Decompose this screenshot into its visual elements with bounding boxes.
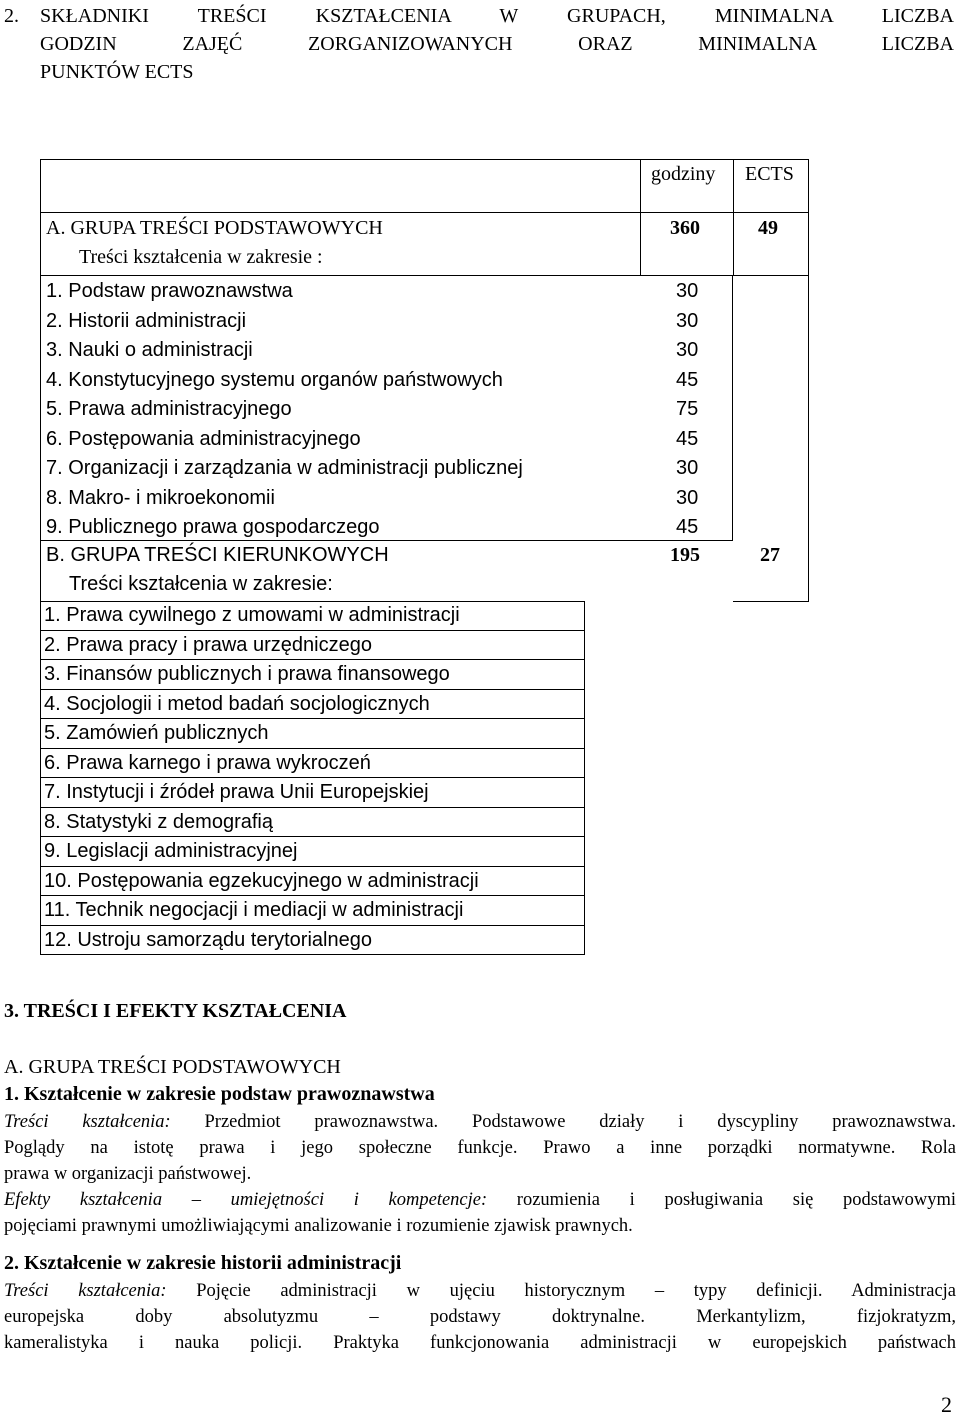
section-2-heading: [4, 2, 954, 86]
group-a-subtitle: Treści kształcenia w zakresie :: [79, 246, 323, 268]
subsection-2-content: [4, 1278, 956, 1356]
group-b-item-label: 9. Legislacji administracyjnej: [44, 840, 298, 862]
group-b-item-label: 4. Socjologii i metod badań socjologicznych: [44, 692, 430, 715]
group-a-item-hours: 30: [676, 280, 699, 302]
group-b-item-label: 7. Instytucji i źródeł prawa Unii Europejskiej: [44, 781, 429, 803]
effects-line-1: rozumienia i posługiwania się podstawowymi: [487, 1190, 956, 1210]
group-a-item-hours: 30: [676, 486, 699, 509]
group-b-title: B. GRUPA TREŚCI KIERUNKOWYCH: [46, 544, 389, 566]
subsection-2-title: 2. Kształcenie w zakresie historii administracji: [4, 1252, 402, 1274]
s2-content-line-1: Pojęcie administracji w ujęciu historycznym – typy definicji. Administracja: [166, 1281, 957, 1301]
group-a-item-hours: 45: [676, 368, 699, 391]
group-b-item-row: [40, 631, 585, 661]
col-divider-2: [733, 159, 734, 276]
group-a-item-label: 1. Podstaw prawoznawstwa: [46, 280, 293, 302]
group-b-item-row: [40, 896, 585, 926]
content-label-2: Treści kształcenia:: [4, 1281, 167, 1301]
group-a-item-label: 5. Prawa administracyjnego: [46, 398, 292, 420]
group-b-item-label: 2. Prawa pracy i prawa urzędniczego: [44, 633, 372, 656]
group-b-item-row: [40, 601, 585, 631]
group-a-ects: 49: [758, 217, 778, 239]
group-a-item-label: 8. Makro- i mikroekonomii: [46, 486, 275, 509]
s2-content-line-2: europejska doby absolutyzmu – podstawy doktrynalne. Merkantylizm, fizjokratyzm,: [4, 1307, 956, 1327]
group-b-item-row: [40, 660, 585, 690]
group-b-item-label: 3. Finansów publicznych i prawa finansowego: [44, 663, 450, 685]
group-b-item-row: [40, 778, 585, 808]
group-b-item-label: 12. Ustroju samorządu terytorialnego: [44, 928, 372, 951]
group-a-item-hours: 30: [676, 339, 699, 361]
group-a-item-label: 2. Historii administracji: [46, 309, 247, 332]
group-a-title: A. GRUPA TREŚCI PODSTAWOWYCH: [46, 217, 383, 239]
group-b-item-row: [40, 926, 585, 956]
group-b-ects: 27: [760, 544, 780, 566]
section-3-group-title: A. GRUPA TREŚCI PODSTAWOWYCH: [4, 1056, 341, 1078]
effects-label: Efekty kształcenia – umiejętności i kompetencje:: [4, 1190, 488, 1210]
group-a-item-label: 3. Nauki o administracji: [46, 339, 253, 361]
group-b-subtitle: Treści kształcenia w zakresie:: [69, 573, 333, 595]
col-divider-1: [640, 159, 641, 276]
group-a-item-hours: 45: [676, 516, 699, 538]
content-label: Treści kształcenia:: [4, 1112, 171, 1132]
heading-number: 2.: [4, 5, 19, 27]
group-b-item-row: [40, 690, 585, 720]
group-a-item-label: 9. Publicznego prawa gospodarczego: [46, 516, 380, 538]
group-a-item-hours: 75: [676, 398, 699, 420]
col-header-ects: ECTS: [745, 163, 794, 185]
group-a-item-label: 6. Postępowania administracyjnego: [46, 427, 361, 450]
group-a-item-hours: 30: [676, 309, 699, 332]
group-a-item-hours: 45: [676, 427, 699, 450]
group-b-item-label: 11. Technik negocjacji i mediacji w administracji: [44, 899, 464, 921]
header-row-divider: [40, 212, 809, 213]
group-b-item-row: [40, 837, 585, 867]
subsection-1-title: 1. Kształcenie w zakresie podstaw prawoznawstwa: [4, 1083, 435, 1105]
group-a-item-hours: 30: [676, 457, 699, 479]
subsection-1-content: [4, 1109, 956, 1239]
group-a-item-label: 7. Organizacji i zarządzania w administracji publicznej: [46, 457, 523, 479]
group-b-item-row: [40, 719, 585, 749]
s2-content-line-3: kameralistyka i nauka policji. Praktyka funkcjonowania administracji w europejskich państwach: [4, 1333, 956, 1353]
content-line-2: Poglądy na istotę prawa i jego społeczne funkcje. Prawo a inne porządki normatywne. Rola: [4, 1138, 956, 1158]
heading-line-2: GODZIN ZAJĘĆ ZORGANIZOWANYCH ORAZ MINIMALNA LICZBA: [40, 33, 954, 55]
content-line-3: prawa w organizacji państwowej.: [4, 1164, 252, 1184]
group-b-item-label: 6. Prawa karnego i prawa wykroczeń: [44, 751, 371, 774]
group-b-item-label: 8. Statystyki z demografią: [44, 810, 273, 833]
group-a-item-label: 4. Konstytucyjnego systemu organów państwowych: [46, 368, 503, 391]
group-a-hours: 360: [670, 217, 700, 239]
group-b-item-label: 1. Prawa cywilnego z umowami w administracji: [44, 604, 460, 626]
content-line-1: Przedmiot prawoznawstwa. Podstawowe działy i dyscypliny prawoznawstwa.: [170, 1112, 957, 1132]
group-b-hours: 195: [670, 544, 700, 566]
section-3-title: 3. TREŚCI I EFEKTY KSZTAŁCENIA: [4, 1000, 347, 1022]
col-header-hours: godziny: [651, 163, 716, 185]
effects-line-2: pojęciami prawnymi umożliwiającymi analizowanie i rozumienie zjawisk prawnych.: [4, 1216, 633, 1236]
heading-line-3: PUNKTÓW ECTS: [40, 61, 194, 83]
group-b-item-label: 5. Zamówień publicznych: [44, 722, 269, 744]
group-b-item-row: [40, 749, 585, 779]
group-b-item-row: [40, 867, 585, 897]
group-b-item-row: [40, 808, 585, 838]
group-b-item-label: 10. Postępowania egzekucyjnego w administracji: [44, 869, 479, 892]
heading-line-1: SKŁADNIKI TREŚCI KSZTAŁCENIA W GRUPACH, MINIMALNA LICZBA: [40, 5, 954, 27]
page-number: 2: [941, 1392, 952, 1417]
ects-column-bottom: [733, 601, 809, 602]
